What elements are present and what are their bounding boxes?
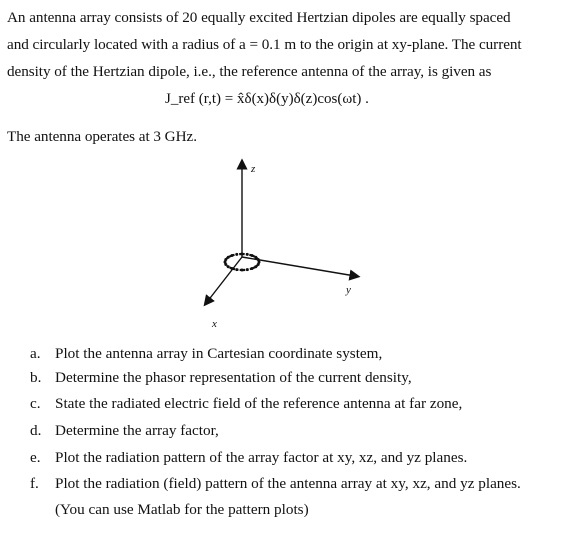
task-item-b [30, 365, 412, 391]
operating-frequency-text: The antenna operates at 3 GHz. [7, 128, 197, 145]
dipole-element [246, 253, 249, 256]
task-item-e [30, 445, 467, 471]
task-marker: d. [30, 422, 42, 439]
dipole-element [241, 269, 244, 272]
y-axis-label: y [346, 284, 351, 296]
task-text: Plot the antenna array in Cartesian coordinate system, [55, 345, 383, 362]
dipole-element [231, 267, 234, 270]
dipole-element [254, 256, 257, 259]
coordinate-diagram [195, 150, 375, 340]
task-marker: b. [30, 369, 42, 386]
task-marker: f. [30, 475, 39, 492]
dipole-element [250, 267, 253, 270]
task-item-a [30, 341, 382, 367]
task-text: Plot the radiation (field) pattern of the antenna array at xy, xz, and yz planes. [55, 475, 521, 492]
current-density-equation [165, 91, 369, 108]
task-text: Determine the array factor, [55, 422, 219, 439]
task-marker: e. [30, 449, 41, 466]
task-item-c [30, 391, 462, 417]
task-marker: c. [30, 395, 41, 412]
problem-intro [7, 4, 557, 85]
z-axis-label: z [251, 163, 256, 175]
dipole-element [231, 254, 234, 257]
equation-text: J_ref (r,t) = x̂δ(x)δ(y)δ(z)cos(ωt) . [165, 91, 369, 107]
intro-line-1: An antenna array consists of 20 equally excited Hertzian dipoles are equally spaced [7, 9, 511, 26]
dipole-element [246, 268, 249, 271]
dipole-element [257, 258, 260, 261]
task-marker: a. [30, 345, 41, 362]
dipole-element [257, 263, 260, 266]
dipole-element [235, 268, 238, 271]
task-text: Plot the radiation pattern of the array factor at xy, xz, and yz planes. [55, 449, 468, 466]
intro-line-2: and circularly located with a radius of a = 0.1 m to the origin at xy-plane. The current [7, 36, 522, 53]
dipole-element [227, 256, 230, 259]
dipole-element [235, 253, 238, 256]
coordinate-axes-svg [195, 150, 375, 335]
dipole-element [224, 258, 227, 261]
matlab-note: (You can use Matlab for the pattern plots) [55, 501, 309, 518]
dipole-element [254, 265, 257, 268]
dipole-element [250, 254, 253, 257]
x-axis-label: x [212, 318, 217, 330]
dipole-element [227, 265, 230, 268]
dipole-element [241, 253, 244, 256]
dipole-elements [224, 253, 261, 272]
task-item-d [30, 418, 219, 444]
intro-line-3: density of the Hertzian dipole, i.e., the reference antenna of the array, is given as [7, 63, 492, 80]
task-item-f [30, 471, 521, 497]
task-text: Determine the phasor representation of the current density, [55, 369, 412, 386]
task-text: State the radiated electric field of the reference antenna at far zone, [55, 395, 463, 412]
